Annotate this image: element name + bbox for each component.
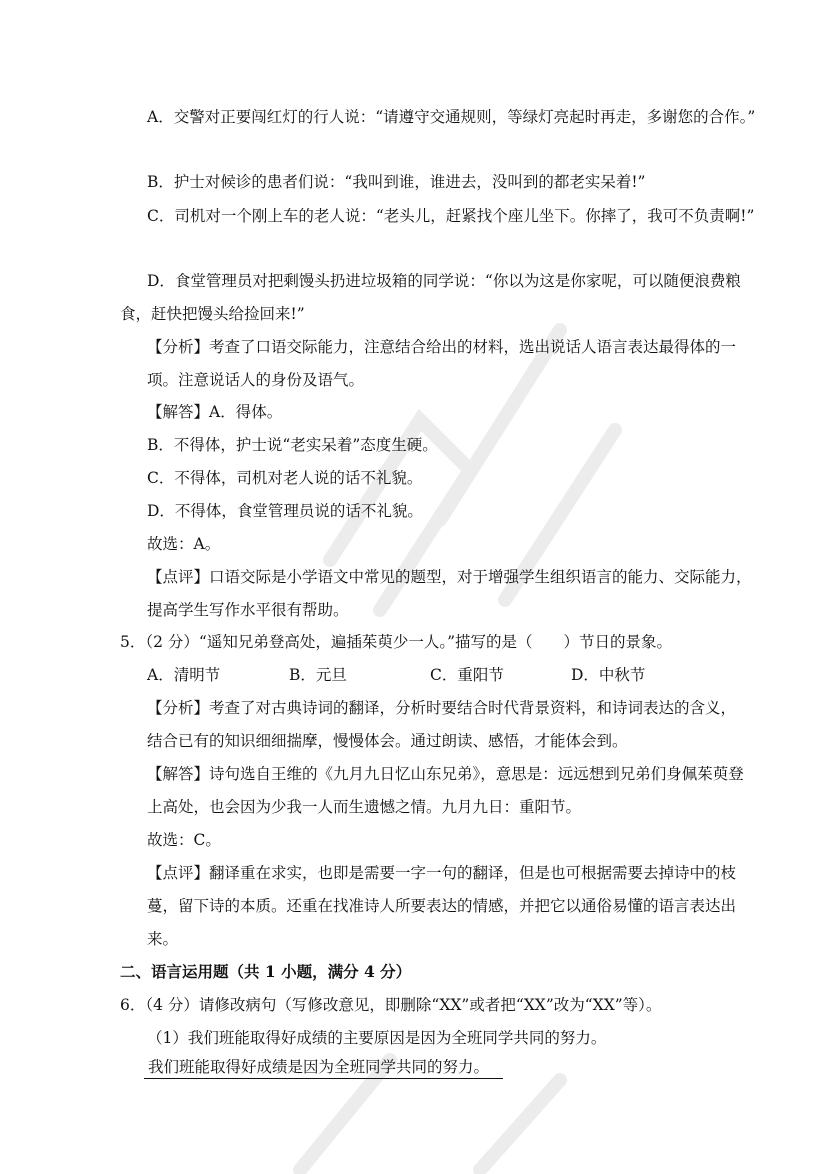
q5-analysis: 【分析】考查了对古典诗词的翻译，分析时要结合时代背景资料，和诗词表达的含义， xyxy=(147,699,737,717)
q4-choice: 故选：A。 xyxy=(147,535,221,553)
q5-analysis-cont: 结合已有的知识细细揣摩，慢慢体会。通过朗读、感悟，才能体会到。 xyxy=(147,732,628,750)
q4-analysis-cont: 项。注意说话人的身份及语气。 xyxy=(147,371,365,389)
q5-stem: 5．（2 分）“遥知兄弟登高处，遍插茱萸少一人。”描写的是（ ）节日的景象。 xyxy=(120,633,673,651)
q4-option-d: D．食堂管理员对把剩馒头扔进垃圾箱的同学说：“你以为这是你家呢，可以随便浪费粮 xyxy=(147,272,741,290)
section-heading: 二、语言运用题（共 1 小题，满分 4 分） xyxy=(120,962,412,981)
q4-answer-d: D．不得体，食堂管理员说的话不礼貌。 xyxy=(147,502,423,520)
q5-choice: 故选：C。 xyxy=(147,831,221,849)
q4-answer-b: B．不得体，护士说“老实呆着”态度生硬。 xyxy=(147,436,438,454)
q4-option-d-cont: 食，赶快把馒头给捡回来!” xyxy=(120,305,305,323)
q6-sub1: （1）我们班能取得好成绩的主要原因是因为全班同学共同的努力。 xyxy=(147,1029,607,1047)
q4-option-c: C．司机对一个刚上车的老人说：“老头儿，赶紧找个座儿坐下。你摔了，我可不负责啊!” xyxy=(147,207,755,225)
q4-answer-c: C．不得体，司机对老人说的话不礼貌。 xyxy=(147,469,423,487)
q6-sub1-answer: 我们班能取得好成绩是因为全班同学共同的努力。 xyxy=(144,1056,503,1079)
q5-option-a: A．清明节 xyxy=(147,666,221,684)
q5-comment: 【点评】翻译重在求实，也即是需要一字一句的翻译，但是也可根据需要去掉诗中的枝 xyxy=(147,864,737,882)
q6-stem: 6．（4 分）请修改病句（写修改意见，即删除“XX”或者把“XX”改为“XX”等）。 xyxy=(120,996,662,1014)
q5-option-c: C．重阳节 xyxy=(430,666,504,684)
q5-answer-cont: 上高处，也会因为少我一人而生遗憾之情。九月九日：重阳节。 xyxy=(147,798,582,816)
q5-comment-cont: 蔓，留下诗的本质。还重在找准诗人所要表达的情感，并把它以通俗易懂的语言表达出 xyxy=(147,897,737,915)
q4-option-a: A．交警对正要闯红灯的行人说：“请遵守交通规则，等绿灯亮起时再走，多谢您的合作。” xyxy=(147,108,756,126)
q5-answer: 【解答】诗句选自王维的《九月九日忆山东兄弟》，意思是：远远想到兄弟们身佩茱萸登 xyxy=(147,765,744,783)
q5-option-d: D．中秋节 xyxy=(571,666,646,684)
q4-option-b: B．护士对候诊的患者们说：“我叫到谁，谁进去，没叫到的都老实呆着!” xyxy=(147,173,646,191)
q4-comment-cont: 提高学生写作水平很有帮助。 xyxy=(147,601,349,619)
q5-option-b: B．元旦 xyxy=(289,666,347,684)
q4-analysis: 【分析】考查了口语交际能力，注意结合给出的材料，选出说话人语言表达最得体的一 xyxy=(147,338,737,356)
q4-answer: 【解答】A．得体。 xyxy=(147,403,283,421)
q5-comment-end: 来。 xyxy=(147,930,179,948)
q4-comment: 【点评】口语交际是小学语文中常见的题型，对于增强学生组织语言的能力、交际能力， xyxy=(147,568,752,586)
